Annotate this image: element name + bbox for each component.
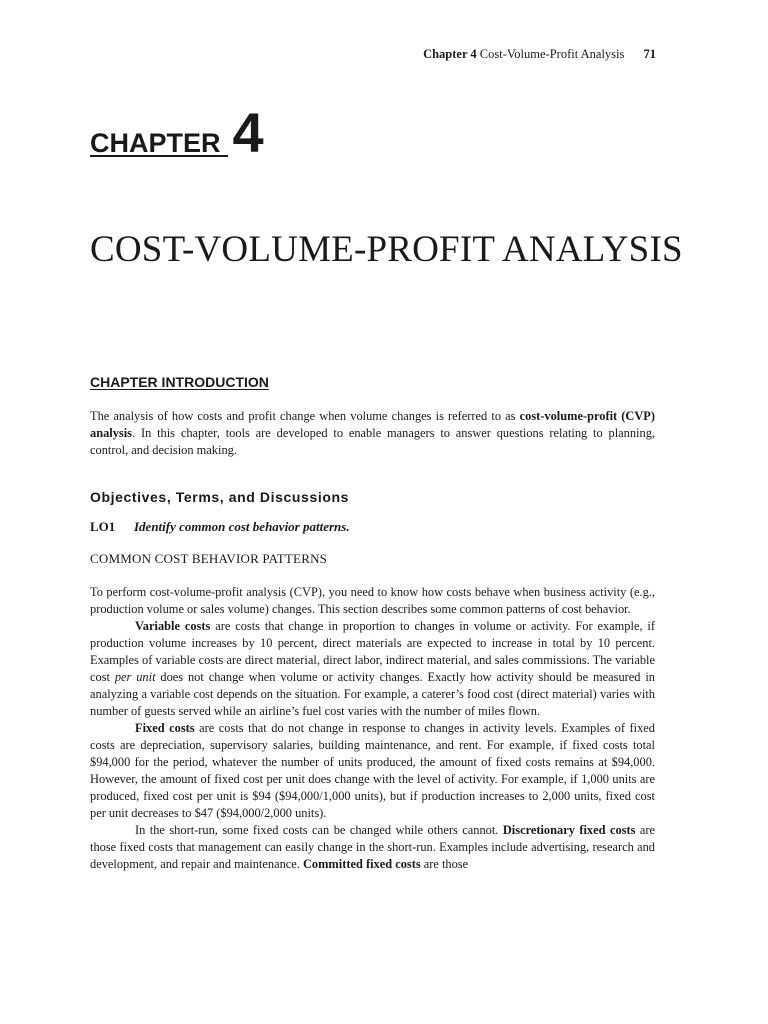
chapter-title: COST-VOLUME-PROFIT ANALYSIS	[90, 229, 683, 270]
chapter-word: CHAPTER	[90, 128, 221, 158]
chapter-label	[90, 100, 264, 165]
short-run-text-c: are those	[420, 857, 469, 871]
variable-costs-text-a: are costs that change in proportion to changes in volume or activity. For example, if production volume increases by 10 percent, direct materials are expected to increase in total by 10 percent. Examples of variable costs are direct material, direct labor, indirect material, and sales commissions. The variable cost	[90, 619, 655, 684]
variable-costs-text-b: does not change when volume or activity changes. Exactly how activity should be measured in analyzing a variable cost depends on the situation. For example, a caterer’s food cost (direct material) varies with number of guests served while an airline’s fuel cost varies with the number of miles flown.	[90, 670, 656, 718]
running-head-chapter: Chapter 4	[423, 47, 477, 61]
short-run-text-b: are those fixed costs that management can easily change in the short-run. Examples include advertising, research and development, and repair and maintenance.	[90, 823, 655, 871]
paragraph-short-run	[90, 822, 655, 873]
intro-text-after: . In this chapter, tools are developed to enable managers to answer questions relating to planning, control, and decision making.	[90, 426, 655, 457]
paragraph-cost-behavior: To perform cost-volume-profit analysis (CVP), you need to know how costs behave when business activity (e.g., production volume or sales volume) changes. This section describes some common patterns of cost behavior.	[90, 585, 655, 616]
per-unit-italic: per unit	[114, 670, 156, 684]
term-committed-fixed-costs: Committed fixed costs	[302, 857, 421, 871]
objectives-heading: Objectives, Terms, and Discussions	[90, 489, 350, 505]
fixed-costs-text: are costs that do not change in response to changes in activity levels. Examples of fixed costs are depreciation, supervisory salaries, building maintenance, and rent. For example, if fixed costs total $94,000 for the period, whatever the number of units produced, the amount of fixed costs remains at $94,000. However, the amount of fixed cost per unit does change with the level of activity. For example, if 1,000 units are produced, fixed cost per unit is $94 ($94,000/1,000 units), but if production increases to 2,000 units, fixed cost per unit decreases to $47 ($94,000/2,000 units).	[90, 721, 655, 820]
lo-text: Identify common cost behavior patterns.	[134, 519, 350, 534]
term-fixed-costs: Fixed costs	[135, 721, 195, 735]
page-number: 71	[643, 47, 656, 61]
short-run-text-a: In the short-run, some fixed costs can be changed while others cannot.	[135, 823, 503, 837]
running-head	[423, 47, 656, 62]
learning-objective	[90, 519, 350, 535]
cost-patterns-heading: COMMON COST BEHAVIOR PATTERNS	[90, 551, 328, 566]
paragraph-variable-costs	[90, 618, 655, 720]
cost-patterns-body	[90, 584, 655, 873]
lo-code: LO1	[90, 519, 116, 534]
intro-paragraph	[90, 408, 655, 459]
term-discretionary-fixed-costs: Discretionary fixed costs	[502, 823, 636, 837]
term-variable-costs: Variable costs	[135, 619, 211, 633]
section-heading-introduction: CHAPTER INTRODUCTION	[90, 374, 269, 390]
intro-text-before: The analysis of how costs and profit change when volume changes is referred to as	[90, 409, 520, 423]
running-head-title: Cost-Volume-Profit Analysis	[479, 47, 625, 61]
chapter-number: 4	[232, 101, 264, 164]
paragraph-fixed-costs	[90, 720, 655, 822]
intro-term: cost-volume-profit (CVP) analysis	[90, 409, 655, 440]
